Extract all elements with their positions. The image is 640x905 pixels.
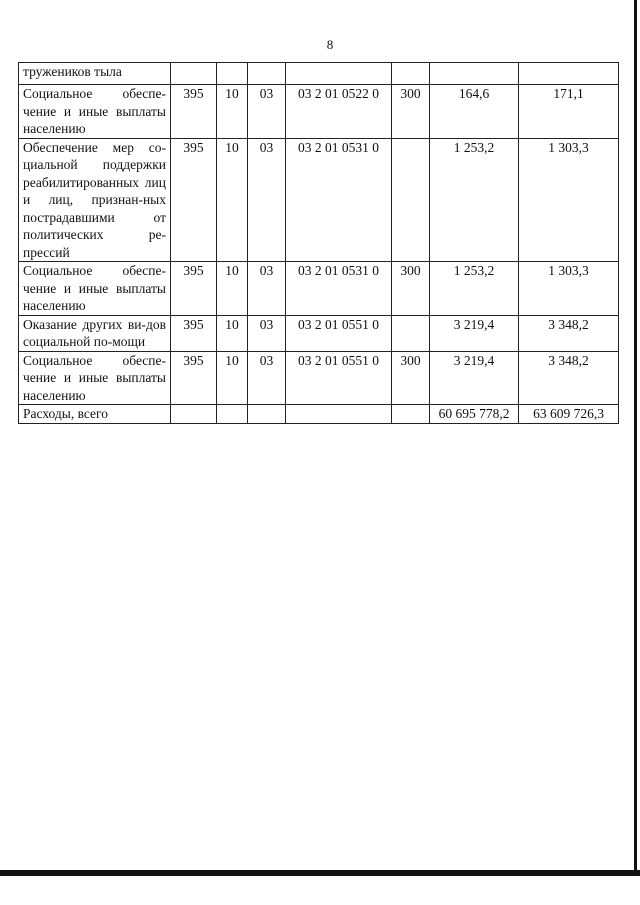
row-csr: 03 2 01 0551 0	[286, 351, 392, 405]
row-name: Обеспечение мер со-циальной поддержки реабилитированных лиц и лиц, признан-ных пострадавшими от политических ре-прессий	[19, 138, 171, 262]
row-csr: 03 2 01 0531 0	[286, 262, 392, 316]
row-sum2: 1 303,3	[519, 262, 619, 316]
row-csr: 03 2 01 0522 0	[286, 85, 392, 139]
row-rz: 10	[217, 85, 248, 139]
row-sum1: 3 219,4	[430, 351, 519, 405]
row-vr: 300	[392, 351, 430, 405]
row-vr	[392, 138, 430, 262]
total-rz	[217, 405, 248, 424]
row-sum2: 3 348,2	[519, 315, 619, 351]
table-row	[19, 351, 619, 405]
row-pr: 03	[248, 85, 286, 139]
row-name: тружеников тыла	[19, 63, 171, 85]
row-csr: 03 2 01 0551 0	[286, 315, 392, 351]
row-sum1	[430, 63, 519, 85]
row-vr	[392, 63, 430, 85]
table-row	[19, 63, 619, 85]
table-row	[19, 138, 619, 262]
row-gr: 395	[171, 262, 217, 316]
row-pr: 03	[248, 351, 286, 405]
total-pr	[248, 405, 286, 424]
row-name: Социальное обеспе-чение и иные выплаты населению	[19, 351, 171, 405]
row-rz	[217, 63, 248, 85]
row-rz: 10	[217, 262, 248, 316]
row-sum1: 1 253,2	[430, 262, 519, 316]
row-csr: 03 2 01 0531 0	[286, 138, 392, 262]
total-sum1: 60 695 778,2	[430, 405, 519, 424]
total-row	[19, 405, 619, 424]
row-gr: 395	[171, 315, 217, 351]
row-name: Социальное обеспе-чение и иные выплаты населению	[19, 262, 171, 316]
scan-right-edge	[634, 0, 637, 872]
row-vr: 300	[392, 262, 430, 316]
row-sum2: 1 303,3	[519, 138, 619, 262]
row-rz: 10	[217, 315, 248, 351]
row-vr	[392, 315, 430, 351]
row-rz: 10	[217, 138, 248, 262]
table-row	[19, 85, 619, 139]
scan-bottom-edge	[0, 870, 640, 876]
row-sum2: 171,1	[519, 85, 619, 139]
row-sum1: 164,6	[430, 85, 519, 139]
row-pr: 03	[248, 315, 286, 351]
row-sum2	[519, 63, 619, 85]
row-gr: 395	[171, 138, 217, 262]
row-name: Социальное обеспе-чение и иные выплаты населению	[19, 85, 171, 139]
row-sum1: 1 253,2	[430, 138, 519, 262]
row-vr: 300	[392, 85, 430, 139]
page-number: 8	[326, 37, 334, 52]
row-sum1: 3 219,4	[430, 315, 519, 351]
row-sum2: 3 348,2	[519, 351, 619, 405]
total-csr	[286, 405, 392, 424]
row-gr: 395	[171, 85, 217, 139]
row-csr	[286, 63, 392, 85]
total-label: Расходы, всего	[19, 405, 171, 424]
row-gr	[171, 63, 217, 85]
budget-table	[18, 62, 619, 424]
row-pr: 03	[248, 138, 286, 262]
total-vr	[392, 405, 430, 424]
total-sum2: 63 609 726,3	[519, 405, 619, 424]
row-pr	[248, 63, 286, 85]
table-row	[19, 315, 619, 351]
row-gr: 395	[171, 351, 217, 405]
table-row	[19, 262, 619, 316]
row-name: Оказание других ви-дов социальной по-мощи	[19, 315, 171, 351]
total-gr	[171, 405, 217, 424]
row-rz: 10	[217, 351, 248, 405]
row-pr: 03	[248, 262, 286, 316]
